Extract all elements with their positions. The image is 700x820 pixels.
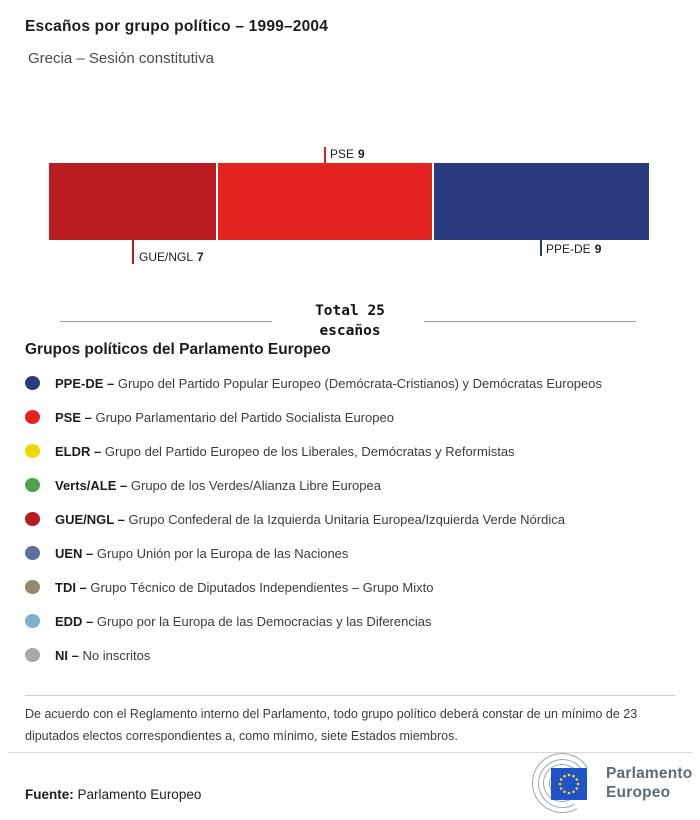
legend-item-pse — [25, 400, 602, 434]
pse-callout — [330, 147, 365, 161]
ppe-de-color-dot-icon — [25, 376, 40, 390]
total-divider — [0, 301, 700, 341]
pse-color-dot-icon — [25, 410, 40, 424]
gue-ngl-callout — [139, 250, 204, 264]
ppe-de-tick-mark — [540, 240, 542, 256]
group-desc: Grupo Parlamentario del Partido Socialista Europeo — [95, 409, 394, 425]
legend-item-eldr — [25, 434, 602, 468]
bar-segment-pse[interactable] — [218, 163, 433, 240]
logo-wordmark — [606, 764, 692, 802]
source-value: Parlamento Europeo — [77, 787, 202, 802]
divider-line-right — [424, 321, 636, 322]
group-abbr: NI – — [55, 647, 79, 663]
group-desc: Grupo del Partido Europeo de los Liberales, Demócratas y Reformistas — [104, 443, 515, 459]
legend-heading: Grupos políticos del Parlamento Europeo — [25, 341, 331, 358]
tdi-color-dot-icon — [25, 580, 40, 594]
footnote-divider — [25, 695, 675, 696]
pse-callout-label: PSE — [330, 147, 355, 161]
source-label: Fuente: — [25, 787, 74, 802]
gue-ngl-color-dot-icon — [25, 512, 40, 526]
group-desc: Grupo del Partido Popular Europeo (Demócrata-Cristianos) y Demócratas Europeos — [117, 375, 602, 391]
group-abbr: Verts/ALE – — [55, 477, 128, 493]
total-sublabel: escaños — [319, 323, 381, 339]
bar-segment-ppe-de[interactable] — [434, 163, 649, 240]
group-desc: No inscritos — [82, 647, 151, 663]
logo-line2: Europeo — [606, 784, 671, 801]
group-abbr: GUE/NGL – — [55, 511, 125, 527]
legend-item-ni — [25, 638, 602, 672]
legend-item-uen — [25, 536, 602, 570]
group-abbr: TDI – — [55, 579, 87, 595]
verts-ale-color-dot-icon — [25, 478, 40, 492]
group-abbr: ELDR – — [55, 443, 102, 459]
group-abbr: EDD – — [55, 613, 94, 629]
source-line — [25, 787, 201, 802]
divider-line-left — [60, 321, 272, 322]
ni-color-dot-icon — [25, 648, 40, 662]
group-desc: Grupo Confederal de la Izquierda Unitaria Europea/Izquierda Verde Nórdica — [128, 511, 565, 527]
group-desc: Grupo Técnico de Diputados Independientes – Grupo Mixto — [90, 579, 434, 595]
gue-ngl-tick-mark — [132, 240, 134, 264]
legend-item-edd — [25, 604, 602, 638]
legend-item-tdi — [25, 570, 602, 604]
gue-ngl-callout-value: 7 — [197, 250, 204, 264]
uen-color-dot-icon — [25, 546, 40, 560]
gue-ngl-callout-label: GUE/NGL — [139, 250, 194, 264]
eu-flag-icon — [551, 768, 587, 800]
group-desc: Grupo por la Europa de las Democracias y las Diferencias — [96, 613, 432, 629]
group-abbr: PPE-DE – — [55, 375, 115, 391]
group-desc: Grupo Unión por la Europa de las Naciones — [96, 545, 349, 561]
footnote-text: De acuerdo con el Reglamento interno del Parlamento, todo grupo político deberá constar de un mínimo de 23 diputados electos correspondientes a, como mínimo, siete Estados miembros. — [25, 707, 638, 743]
ppe-de-callout-label: PPE-DE — [546, 242, 591, 256]
group-abbr: PSE – — [55, 409, 92, 425]
pse-callout-value: 9 — [358, 147, 365, 161]
eldr-color-dot-icon — [25, 444, 40, 458]
source-divider — [8, 752, 692, 753]
logo-line1: Parlamento — [606, 765, 693, 782]
legend-item-gue-ngl — [25, 502, 602, 536]
edd-color-dot-icon — [25, 614, 40, 628]
stacked-bar — [49, 163, 649, 240]
page-title: Escaños por grupo político – 1999–2004 — [25, 18, 329, 35]
pse-tick-mark — [324, 147, 326, 163]
european-parliament-logo — [522, 755, 693, 811]
page-subtitle: Grecia – Sesión constitutiva — [28, 50, 214, 67]
political-groups-legend — [25, 366, 602, 672]
total-label: Total 25 — [315, 303, 385, 319]
bar-segment-gue-ngl[interactable] — [49, 163, 216, 240]
group-abbr: UEN – — [55, 545, 94, 561]
ppe-de-callout — [546, 242, 601, 256]
seats-chart — [49, 147, 649, 264]
group-desc: Grupo de los Verdes/Alianza Libre Europea — [130, 477, 381, 493]
legend-item-ppe-de — [25, 366, 602, 400]
legend-item-verts-ale — [25, 468, 602, 502]
ppe-de-callout-value: 9 — [594, 242, 602, 256]
